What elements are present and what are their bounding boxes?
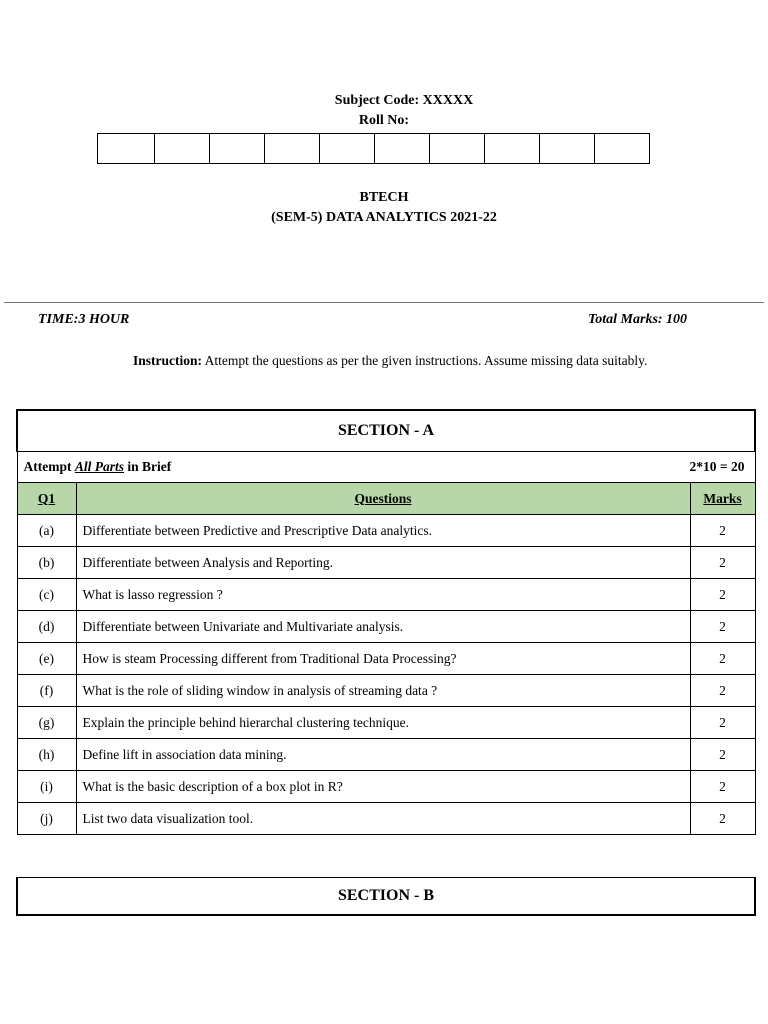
section-a-table: [16, 409, 756, 835]
roll-number-box[interactable]: [97, 133, 155, 164]
instruction: [133, 353, 647, 369]
col-questions: Questions: [76, 483, 690, 515]
table-row: [17, 515, 755, 547]
degree-title: BTECH: [359, 190, 409, 205]
table-row: [17, 547, 755, 579]
question-marks: 2: [690, 547, 755, 579]
question-label: (h): [17, 739, 76, 771]
roll-number-box[interactable]: [154, 133, 210, 164]
roll-number-box[interactable]: [539, 133, 595, 164]
question-label: (g): [17, 707, 76, 739]
attempt-prefix: Attempt: [23, 459, 75, 474]
header-divider: [4, 302, 764, 303]
subject-code: Subject Code: XXXXX: [334, 93, 474, 108]
instruction-label: Instruction:: [133, 353, 203, 368]
question-label: (c): [17, 579, 76, 611]
question-label: (a): [17, 515, 76, 547]
question-text: Define lift in association data mining.: [76, 739, 690, 771]
course-info: [0, 188, 768, 228]
question-text: What is the basic description of a box plot in R?: [76, 771, 690, 803]
table-row: [17, 707, 755, 739]
question-text: How is steam Processing different from Traditional Data Processing?: [76, 643, 690, 675]
roll-number-box[interactable]: [429, 133, 485, 164]
course-title: (SEM-5) DATA ANALYTICS 2021-22: [271, 210, 497, 225]
question-text: List two data visualization tool.: [76, 803, 690, 835]
roll-number-boxes: [97, 133, 650, 164]
question-marks: 2: [690, 771, 755, 803]
question-marks: 2: [690, 515, 755, 547]
table-row: [17, 803, 755, 835]
table-header-row: [17, 483, 755, 515]
question-label: (f): [17, 675, 76, 707]
question-label: (b): [17, 547, 76, 579]
section-b-title: SECTION - B: [16, 877, 756, 916]
attempt-row: [17, 452, 755, 483]
question-label: (i): [17, 771, 76, 803]
attempt-all-parts: All Parts: [74, 459, 124, 474]
roll-number-label: Roll No:: [358, 113, 410, 128]
exam-time: TIME:3 HOUR: [38, 312, 130, 327]
roll-number-box[interactable]: [319, 133, 375, 164]
roll-number-box[interactable]: [484, 133, 540, 164]
question-label: (d): [17, 611, 76, 643]
question-marks: 2: [690, 643, 755, 675]
question-text: What is lasso regression ?: [76, 579, 690, 611]
question-marks: 2: [690, 803, 755, 835]
table-row: [17, 579, 755, 611]
total-marks: Total Marks: 100: [588, 312, 688, 327]
roll-number-box[interactable]: [374, 133, 430, 164]
question-text: What is the role of sliding window in analysis of streaming data ?: [76, 675, 690, 707]
section-a-title: SECTION - A: [17, 410, 755, 452]
roll-number-box[interactable]: [594, 133, 650, 164]
question-marks: 2: [690, 611, 755, 643]
question-marks: 2: [690, 707, 755, 739]
roll-number-box[interactable]: [209, 133, 265, 164]
table-row: [17, 739, 755, 771]
table-row: [17, 771, 755, 803]
col-q: Q1: [17, 483, 76, 515]
table-row: [17, 675, 755, 707]
attempt-marks: 2*10 = 20: [689, 459, 745, 474]
question-text: Differentiate between Analysis and Reporting.: [76, 547, 690, 579]
question-marks: 2: [690, 739, 755, 771]
col-marks: Marks: [690, 483, 755, 515]
question-text: Differentiate between Predictive and Prescriptive Data analytics.: [76, 515, 690, 547]
question-marks: 2: [690, 675, 755, 707]
attempt-suffix: in Brief: [124, 459, 172, 474]
table-row: [17, 611, 755, 643]
instruction-text: Attempt the questions as per the given instructions. Assume missing data suitably.: [202, 353, 648, 368]
question-text: Explain the principle behind hierarchal clustering technique.: [76, 707, 690, 739]
question-label: (j): [17, 803, 76, 835]
table-row: [17, 643, 755, 675]
question-marks: 2: [690, 579, 755, 611]
question-text: Differentiate between Univariate and Multivariate analysis.: [76, 611, 690, 643]
question-label: (e): [17, 643, 76, 675]
exam-header: [0, 93, 768, 129]
roll-number-box[interactable]: [264, 133, 320, 164]
